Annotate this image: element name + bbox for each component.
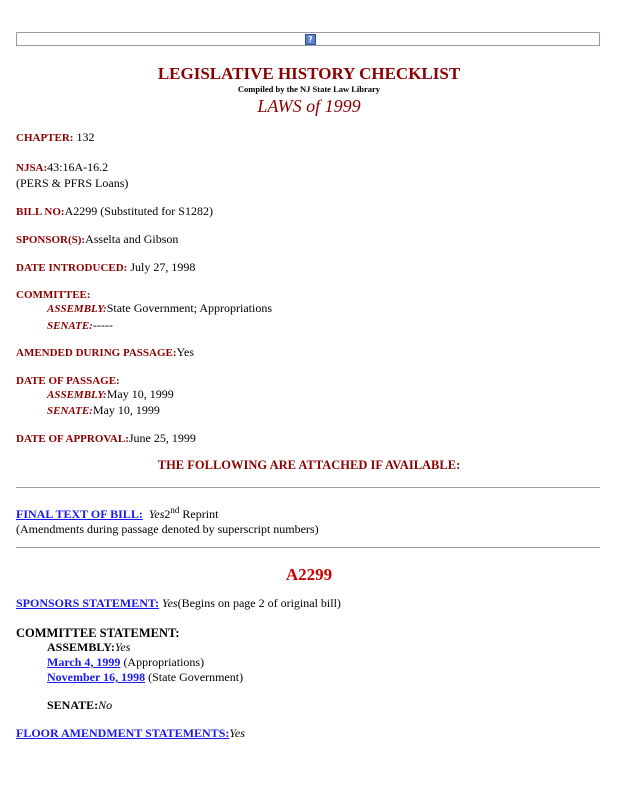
amended-label: AMENDED DURING PASSAGE: — [16, 347, 177, 359]
committee-statement-senate-value: No — [98, 698, 113, 712]
final-text-note: (Amendments during passage denoted by superscript numbers) — [16, 522, 319, 536]
committee-statement-senate-row — [47, 698, 112, 713]
chapter-label: CHAPTER: — [16, 132, 74, 144]
bill-label: BILL NO: — [16, 206, 65, 218]
date-introduced-row — [16, 260, 195, 276]
committee-statement-item-1 — [47, 655, 204, 670]
committee-assembly-label: ASSEMBLY: — [47, 303, 107, 315]
page-title: LEGISLATIVE HISTORY CHECKLIST — [157, 64, 461, 83]
sponsor-label: SPONSOR(S): — [16, 234, 86, 246]
passage-label: DATE OF PASSAGE: — [16, 375, 120, 387]
passage-assembly-label: ASSEMBLY: — [47, 389, 107, 401]
sponsors-statement-yes: Yes — [162, 596, 178, 610]
njsa-label: NJSA: — [16, 162, 48, 174]
njsa-note: (PERS & PFRS Loans) — [16, 176, 129, 190]
passage-assembly-value: May 10, 1999 — [106, 387, 174, 401]
approval-row — [16, 431, 196, 447]
committee-senate-row — [47, 318, 113, 334]
passage-senate-label: SENATE: — [47, 405, 93, 417]
floor-amendment-row — [16, 726, 245, 741]
committee-statement-item-1-note: (Appropriations) — [120, 655, 205, 669]
committee-statement-item-2-note: (State Government) — [145, 670, 244, 684]
bill-number-heading: A2299 — [285, 565, 333, 584]
committee-statement-senate-label: SENATE: — [47, 698, 99, 712]
sponsors-statement-row — [16, 596, 341, 611]
committee-senate-label: SENATE: — [47, 320, 93, 332]
final-text-row — [16, 503, 319, 537]
amended-value: Yes — [176, 345, 194, 359]
floor-amendment-yes: Yes — [229, 726, 245, 740]
committee-statement-item-2 — [47, 670, 243, 685]
final-text-yes: Yes — [148, 507, 165, 521]
reprint-word: Reprint — [179, 507, 219, 521]
november-16-1998-link[interactable]: November 16, 1998 — [47, 670, 146, 684]
committee-label: COMMITTEE: — [16, 289, 91, 301]
committee-senate-value: ----- — [92, 318, 113, 332]
approval-value: June 25, 1999 — [128, 431, 196, 445]
njsa-row — [16, 160, 128, 191]
committee-statement-label: COMMITTEE STATEMENT: — [16, 626, 180, 640]
sponsors-statement-link[interactable]: SPONSORS STATEMENT: — [16, 596, 160, 610]
laws-year: LAWS of 1999 — [257, 96, 361, 116]
passage-assembly-row — [47, 387, 174, 403]
date-introduced-value: July 27, 1998 — [127, 260, 196, 274]
passage-senate-row — [47, 403, 160, 419]
committee-statement-assembly-row — [47, 640, 130, 655]
final-text-link[interactable]: FINAL TEXT OF BILL: — [16, 507, 143, 521]
chapter-row — [16, 130, 94, 146]
march-4-1999-link[interactable]: March 4, 1999 — [47, 655, 121, 669]
date-introduced-label: DATE INTRODUCED: — [16, 262, 128, 274]
passage-senate-value: May 10, 1999 — [92, 403, 160, 417]
sponsors-statement-note: (Begins on page 2 of original bill) — [177, 596, 341, 610]
committee-statement-assembly-label: ASSEMBLY: — [47, 640, 115, 654]
attached-header: THE FOLLOWING ARE ATTACHED IF AVAILABLE: — [157, 458, 461, 472]
committee-assembly-value: State Government; Appropriations — [106, 301, 273, 315]
approval-label: DATE OF APPROVAL: — [16, 433, 129, 445]
top-frame — [16, 32, 600, 46]
committee-assembly-row — [47, 301, 272, 317]
compiled-by: Compiled by the NJ State Law Library — [237, 84, 381, 94]
sponsor-value: Asselta and Gibson — [85, 232, 179, 246]
broken-image-icon: ? — [305, 34, 316, 45]
floor-amendment-link[interactable]: FLOOR AMENDMENT STATEMENTS: — [16, 726, 230, 740]
committee-statement-assembly-value: Yes — [114, 640, 131, 654]
sponsor-row — [16, 232, 178, 248]
divider — [16, 547, 600, 548]
bill-row — [16, 204, 213, 220]
bill-value: A2299 (Substituted for S1282) — [64, 204, 213, 218]
chapter-value: 132 — [73, 130, 95, 144]
amended-row — [16, 345, 194, 361]
reprint-superscript: nd — [170, 505, 180, 515]
reprint-number: 2 — [164, 507, 171, 521]
divider — [16, 487, 600, 488]
njsa-value: 43:16A-16.2 — [47, 160, 109, 174]
